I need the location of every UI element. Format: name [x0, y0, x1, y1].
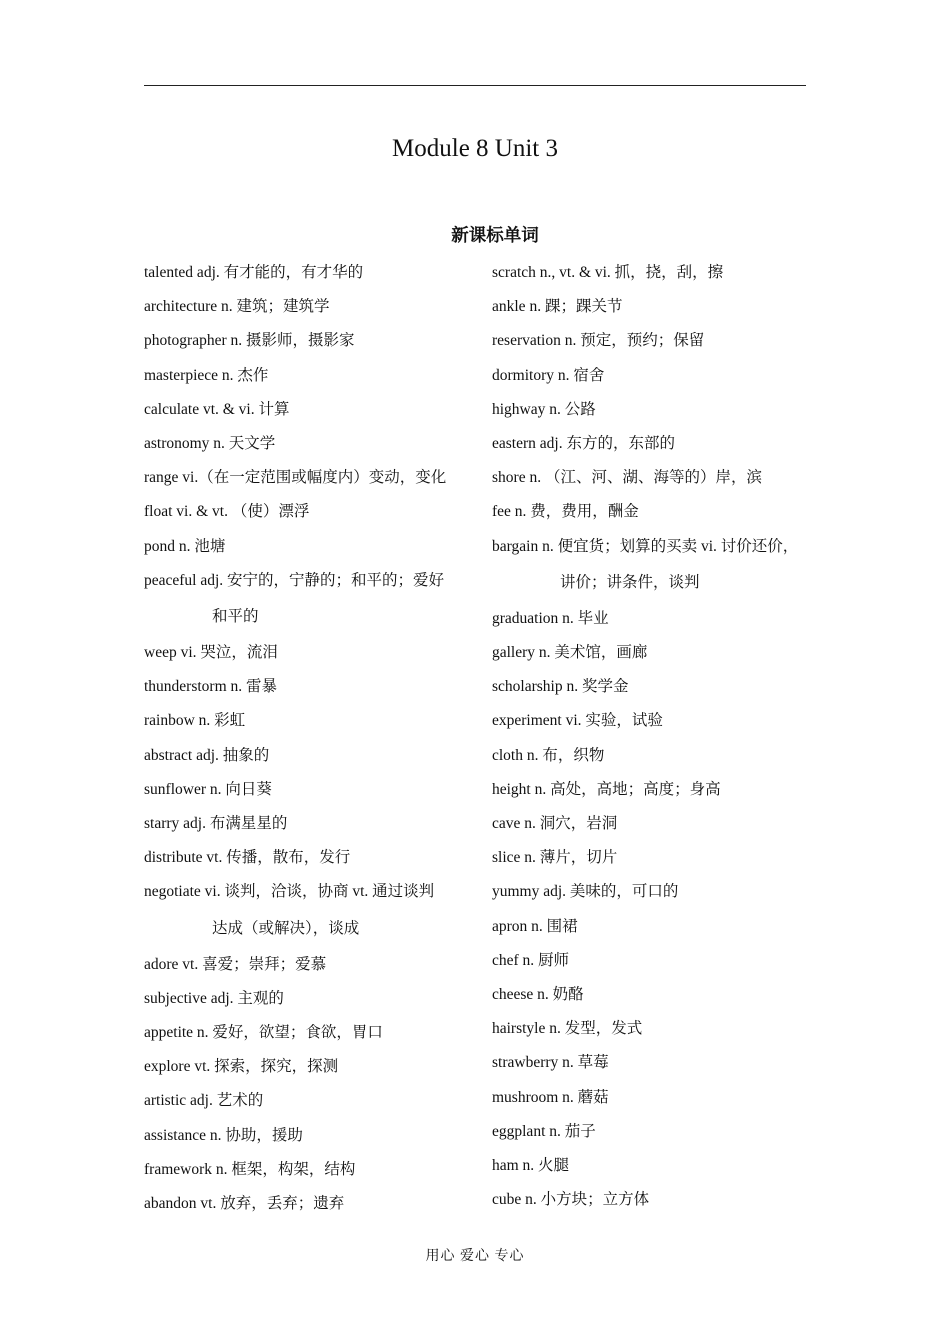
vocab-entry: gallery n. 美术馆，画廊: [492, 644, 648, 662]
vocab-entry: experiment vi. 实验，试验: [492, 712, 663, 730]
vocab-entry: explore vt. 探索，探究，探测: [144, 1058, 339, 1076]
vocab-column-left: [144, 256, 474, 1221]
vocab-entry: dormitory n. 宿舍: [492, 366, 605, 384]
vocab-entry: abstract adj. 抽象的: [144, 746, 270, 764]
section-heading: 新课标单词: [451, 226, 539, 246]
vocab-entry: architecture n. 建筑；建筑学: [144, 298, 330, 316]
vocab-entry: graduation n. 毕业: [492, 609, 609, 627]
vocab-entry: cave n. 洞穴，岩洞: [492, 815, 618, 833]
vocab-entry: photographer n. 摄影师，摄影家: [144, 332, 355, 350]
vocab-entry-continuation: 和平的: [212, 608, 259, 626]
vocab-entry: talented adj. 有才能的，有才华的: [144, 264, 364, 281]
vocab-entry: slice n. 薄片，切片: [492, 849, 618, 867]
vocab-entry: bargain n. 便宜货；划算的买卖 vi. 讨价还价，: [492, 537, 799, 555]
vocab-entry: ham n. 火腿: [492, 1157, 570, 1175]
vocab-entry: cheese n. 奶酪: [492, 986, 584, 1004]
vocab-entry: range vi.（在一定范围或幅度内）变动，变化: [144, 469, 447, 487]
vocab-entry: yummy adj. 美味的，可口的: [492, 883, 679, 901]
vocab-entry: astronomy n. 天文学: [144, 435, 276, 453]
vocab-entry: pond n. 池塘: [144, 537, 226, 555]
vocab-entry: apron n. 围裙: [492, 917, 578, 935]
page-title: Module 8 Unit 3: [392, 135, 558, 162]
vocab-entry: sunflower n. 向日葵: [144, 780, 272, 798]
vocab-entry: scholarship n. 奖学金: [492, 678, 629, 696]
vocab-entry: mushroom n. 蘑菇: [492, 1088, 609, 1106]
vocab-entry: shore n. （江、河、湖、海等的）岸，滨: [492, 469, 762, 487]
page-footer: 用心 爱心 专心: [425, 1249, 525, 1264]
vocab-entry-continuation: 达成（或解决），谈成: [212, 919, 360, 937]
vocab-entry: hairstyle n. 发型，发式: [492, 1020, 643, 1038]
vocab-entry: peaceful adj. 安宁的，宁静的；和平的；爱好: [144, 571, 445, 589]
vocab-entry: highway n. 公路: [492, 400, 596, 418]
vocab-entry: artistic adj. 艺术的: [144, 1092, 264, 1110]
vocab-entry: masterpiece n. 杰作: [144, 366, 269, 384]
vocab-column-right: [492, 256, 832, 1217]
vocab-entry: ankle n. 踝；踝关节: [492, 298, 623, 316]
vocab-entry: fee n. 费，费用，酬金: [492, 503, 639, 521]
vocab-entry-continuation: 讲价；讲条件，谈判: [560, 573, 700, 591]
vocab-entry: starry adj. 布满星星的: [144, 815, 288, 833]
vocab-entry: cube n. 小方块；立方体: [492, 1191, 650, 1209]
vocab-entry: abandon vt. 放弃，丢弃；遗弃: [144, 1195, 345, 1213]
vocab-entry: float vi. & vt. （使）漂浮: [144, 503, 310, 521]
vocab-entry: cloth n. 布，织物: [492, 746, 605, 764]
vocab-entry: chef n. 厨师: [492, 951, 570, 969]
vocab-entry: distribute vt. 传播，散布，发行: [144, 849, 351, 867]
vocab-entry: thunderstorm n. 雷暴: [144, 678, 278, 696]
vocab-entry: weep vi. 哭泣，流泪: [144, 644, 278, 662]
vocab-entry: framework n. 框架，构架，结构: [144, 1160, 356, 1178]
vocab-entry: rainbow n. 彩虹: [144, 712, 246, 730]
vocab-entry: negotiate vi. 谈判，洽谈，协商 vt. 通过谈判: [144, 883, 435, 901]
vocab-entry: calculate vt. & vi. 计算: [144, 400, 290, 418]
header-rule: [144, 85, 806, 86]
vocab-entry: scratch n., vt. & vi. 抓，挠，刮，擦: [492, 264, 724, 281]
vocab-entry: adore vt. 喜爱；崇拜；爱慕: [144, 955, 327, 973]
vocab-entry: height n. 高处，高地；高度；身高: [492, 780, 721, 798]
vocab-entry: reservation n. 预定，预约；保留: [492, 332, 705, 350]
vocab-entry: strawberry n. 草莓: [492, 1054, 609, 1072]
vocab-entry: eggplant n. 茄子: [492, 1122, 596, 1140]
vocab-entry: appetite n. 爱好，欲望；食欲，胃口: [144, 1024, 383, 1042]
vocab-entry: subjective adj. 主观的: [144, 989, 284, 1007]
vocab-entry: assistance n. 协助，援助: [144, 1126, 303, 1144]
vocab-entry: eastern adj. 东方的，东部的: [492, 435, 675, 453]
